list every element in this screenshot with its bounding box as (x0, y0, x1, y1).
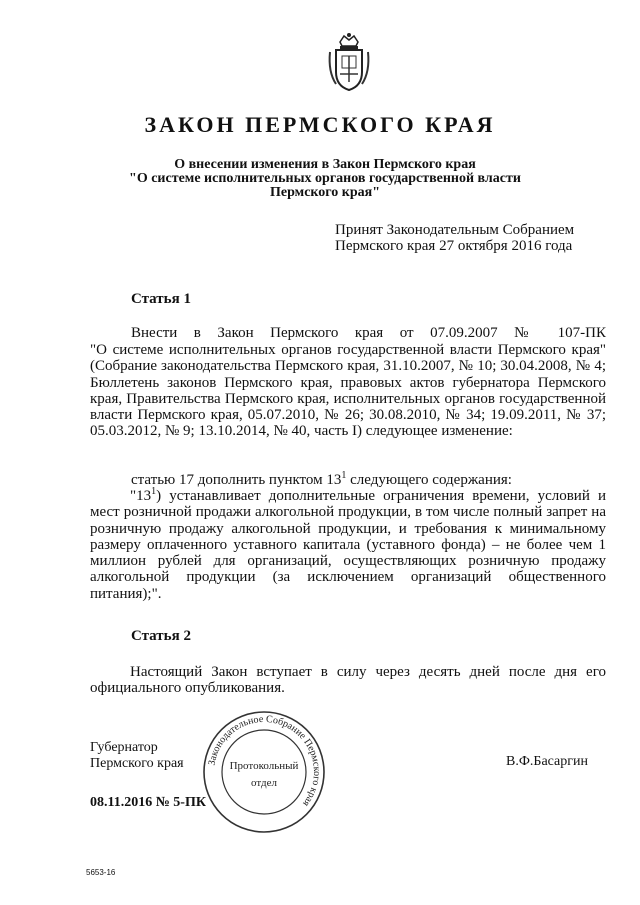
article-2-text: Настоящий Закон вступает в силу через десять дней после дня его официального опубликования. (90, 664, 606, 697)
adoption-line: Принят Законодательным Собранием (335, 222, 575, 238)
amendment-text-end: следующего содержания: (346, 472, 512, 488)
amendment-superscript: 1 (341, 470, 347, 481)
law-title: ЗАКОН ПЕРМСКОГО КРАЯ (144, 112, 496, 137)
clause-superscript: 1 (151, 486, 157, 497)
signatory-role-line: Пермского края (90, 756, 184, 771)
article-1-intro-first-line: Внести в Закон Пермского края от 07.09.2007 № 107-ПК (131, 325, 606, 341)
perm-krai-coat-of-arms-icon (326, 32, 372, 92)
subtitle-line: "О системе исполнительных органов государственной власти (129, 171, 521, 186)
signatory-role (90, 740, 184, 772)
adoption-line: Пермского края 27 октября 2016 года (335, 238, 573, 254)
subtitle-line: Пермского края" (269, 185, 381, 200)
official-stamp (196, 708, 332, 836)
law-date-number: 08.11.2016 № 5-ПК (90, 795, 206, 810)
stamp-ring-textpath: Законодательное Собрание Пермского края (206, 713, 323, 809)
stamp-center-line-2: отдел (251, 777, 277, 789)
law-subtitle (90, 158, 560, 200)
article-1-intro: "О системе исполнительных органов государственной власти Пермского края" (Собрание законодательства Пермского края, 31.10.2007, № 10; 30.04.2008, № 4; Бюллетень законов Пермского края, правовых актов губернатора Пермского края, Правительства Пермского края, исполнительных органов государственной власти Пермского края, 05.07.2010, № 26; 30.08.2010, № 34; 19.09.2011, № 37; 05.03.2012, № 9; 13.10.2014, № 40, часть I) следующее изменение: (90, 342, 606, 440)
stamp-center-line-1: Протокольный (229, 760, 299, 772)
clause-text: ) устанавливает дополнительные ограничения времени, условий и мест розничной продажи алкогольной продукции, в том числе полный запрет на розничную продажу алкогольной продукции, и требования к минимальному размеру оплаченного уставного капитала (уставного фонда) – не более чем 1 миллион рублей для организаций, осуществляющих розничную продажу алкогольной продукции (за исключением организаций общественного питания);". (90, 488, 606, 602)
article-1-amendment (131, 472, 606, 488)
amendment-text: статью 17 дополнить пунктом 13 (131, 472, 342, 488)
footer-code: 5653-16 (86, 868, 116, 877)
adoption-note (335, 222, 574, 254)
signatory-name: В.Ф.Басаргин (506, 754, 588, 769)
signatory-role-line: Губернатор (90, 740, 158, 755)
article-1-clause (90, 488, 606, 602)
clause-number: "13 (130, 488, 152, 504)
article-1-heading: Статья 1 (131, 291, 191, 307)
article-2-heading: Статья 2 (131, 628, 191, 644)
subtitle-line: О внесении изменения в Закон Пермского края (174, 157, 476, 172)
